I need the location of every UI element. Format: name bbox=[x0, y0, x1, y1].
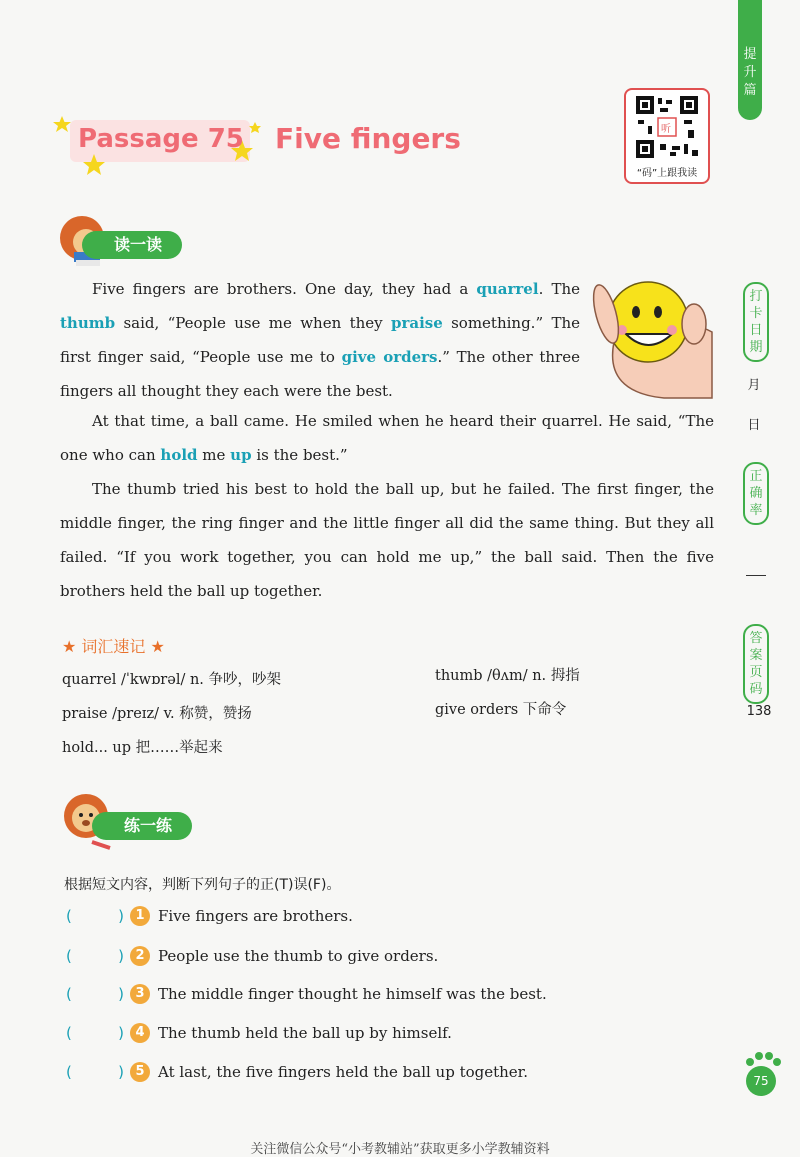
question-row bbox=[66, 1023, 452, 1043]
exercise-instruction: 根据短文内容，判断下列句子的正(T)误(F)。 bbox=[64, 877, 341, 893]
passage-number: Passage 75 bbox=[78, 124, 244, 154]
hand-holding-ball-illustration bbox=[584, 272, 714, 400]
read-section-badge: 读一读 bbox=[82, 231, 182, 259]
paragraph-1-part bbox=[60, 272, 580, 408]
section-tab bbox=[738, 0, 762, 120]
answer-blank[interactable]: ( ) bbox=[66, 1024, 124, 1042]
answer-blank[interactable]: ( ) bbox=[66, 1063, 124, 1081]
question-text: The thumb held the ball up by himself. bbox=[158, 1024, 452, 1042]
vocab-item: thumb /θʌm/ n. 拇指 bbox=[435, 668, 580, 684]
answer-blank[interactable]: ( ) bbox=[66, 985, 124, 1003]
paragraph-3-block bbox=[60, 472, 714, 608]
keyword: praise bbox=[390, 314, 443, 332]
vocab-item: quarrel /ˈkwɒrəl/ n. 争吵，吵架 bbox=[62, 672, 282, 688]
question-text: People use the thumb to give orders. bbox=[158, 947, 439, 965]
vocab-item: hold... up 把……举起来 bbox=[62, 740, 223, 756]
checkin-label: 打卡日期 bbox=[743, 282, 769, 362]
question-row bbox=[66, 946, 438, 966]
question-row bbox=[66, 984, 547, 1004]
answer-page-label: 答案页码 bbox=[743, 624, 769, 704]
answer-page-number: 138 bbox=[746, 704, 772, 719]
question-text: At last, the five fingers held the ball up together. bbox=[158, 1063, 528, 1081]
footer-note: 关注微信公众号“小考教辅站”获取更多小学教辅资料 bbox=[250, 1142, 550, 1157]
qr-caption: “码”上跟我读 bbox=[636, 168, 698, 179]
keyword: quarrel bbox=[476, 280, 539, 298]
vocab-item: give orders 下命令 bbox=[435, 702, 567, 718]
keyword: thumb bbox=[60, 314, 116, 332]
question-number-icon: 5 bbox=[130, 1062, 150, 1082]
month-label: 月 bbox=[747, 378, 761, 393]
paragraph-3: The thumb tried his best to hold the ball up, but he failed. The first finger, the middle finger, the ring finger and the little finger all did the same thing. But they all failed. “If you work together, you can hold me up,” the ball said. Then the five brothers held the ball up together. bbox=[60, 480, 714, 600]
question-number-icon: 3 bbox=[130, 984, 150, 1004]
question-row bbox=[66, 906, 353, 926]
page-number: 75 bbox=[746, 1066, 776, 1096]
keyword: give orders bbox=[341, 348, 438, 366]
question-text: Five fingers are brothers. bbox=[158, 907, 353, 925]
question-row bbox=[66, 1062, 528, 1082]
qr-listen-label: 听 bbox=[661, 124, 671, 135]
answer-blank[interactable]: ( ) bbox=[66, 947, 124, 965]
keyword: hold bbox=[160, 446, 198, 464]
vocab-heading: ★ 词汇速记 ★ bbox=[62, 637, 165, 656]
question-number-icon: 2 bbox=[130, 946, 150, 966]
paw-toes-icon bbox=[742, 1048, 782, 1068]
paragraph-2-block bbox=[60, 404, 714, 472]
keyword: up bbox=[230, 446, 252, 464]
paragraph-1: Five fingers are brothers. One day, they had a quarrel. The thumb said, “People use me when they praise something.” The first finger said, “People use me to give orders.” The other three fingers all thought they each were the best. bbox=[60, 280, 580, 400]
page-title: Five fingers bbox=[275, 122, 461, 155]
question-text: The middle finger thought he himself was the best. bbox=[158, 985, 547, 1003]
answer-blank[interactable]: ( ) bbox=[66, 907, 124, 925]
vocab-item: praise /preɪz/ v. 称赞，赞扬 bbox=[62, 706, 252, 722]
accuracy-label: 正确率 bbox=[743, 462, 769, 525]
day-label: 日 bbox=[747, 418, 761, 433]
question-number-icon: 4 bbox=[130, 1023, 150, 1043]
section-tab-label: 提升篇 bbox=[743, 47, 757, 98]
practice-section-badge: 练一练 bbox=[92, 812, 192, 840]
question-number-icon: 1 bbox=[130, 906, 150, 926]
accuracy-line bbox=[746, 575, 766, 576]
paragraph-2: At that time, a ball came. He smiled when he heard their quarrel. He said, “The one who can hold me up is the best.” bbox=[60, 412, 714, 464]
